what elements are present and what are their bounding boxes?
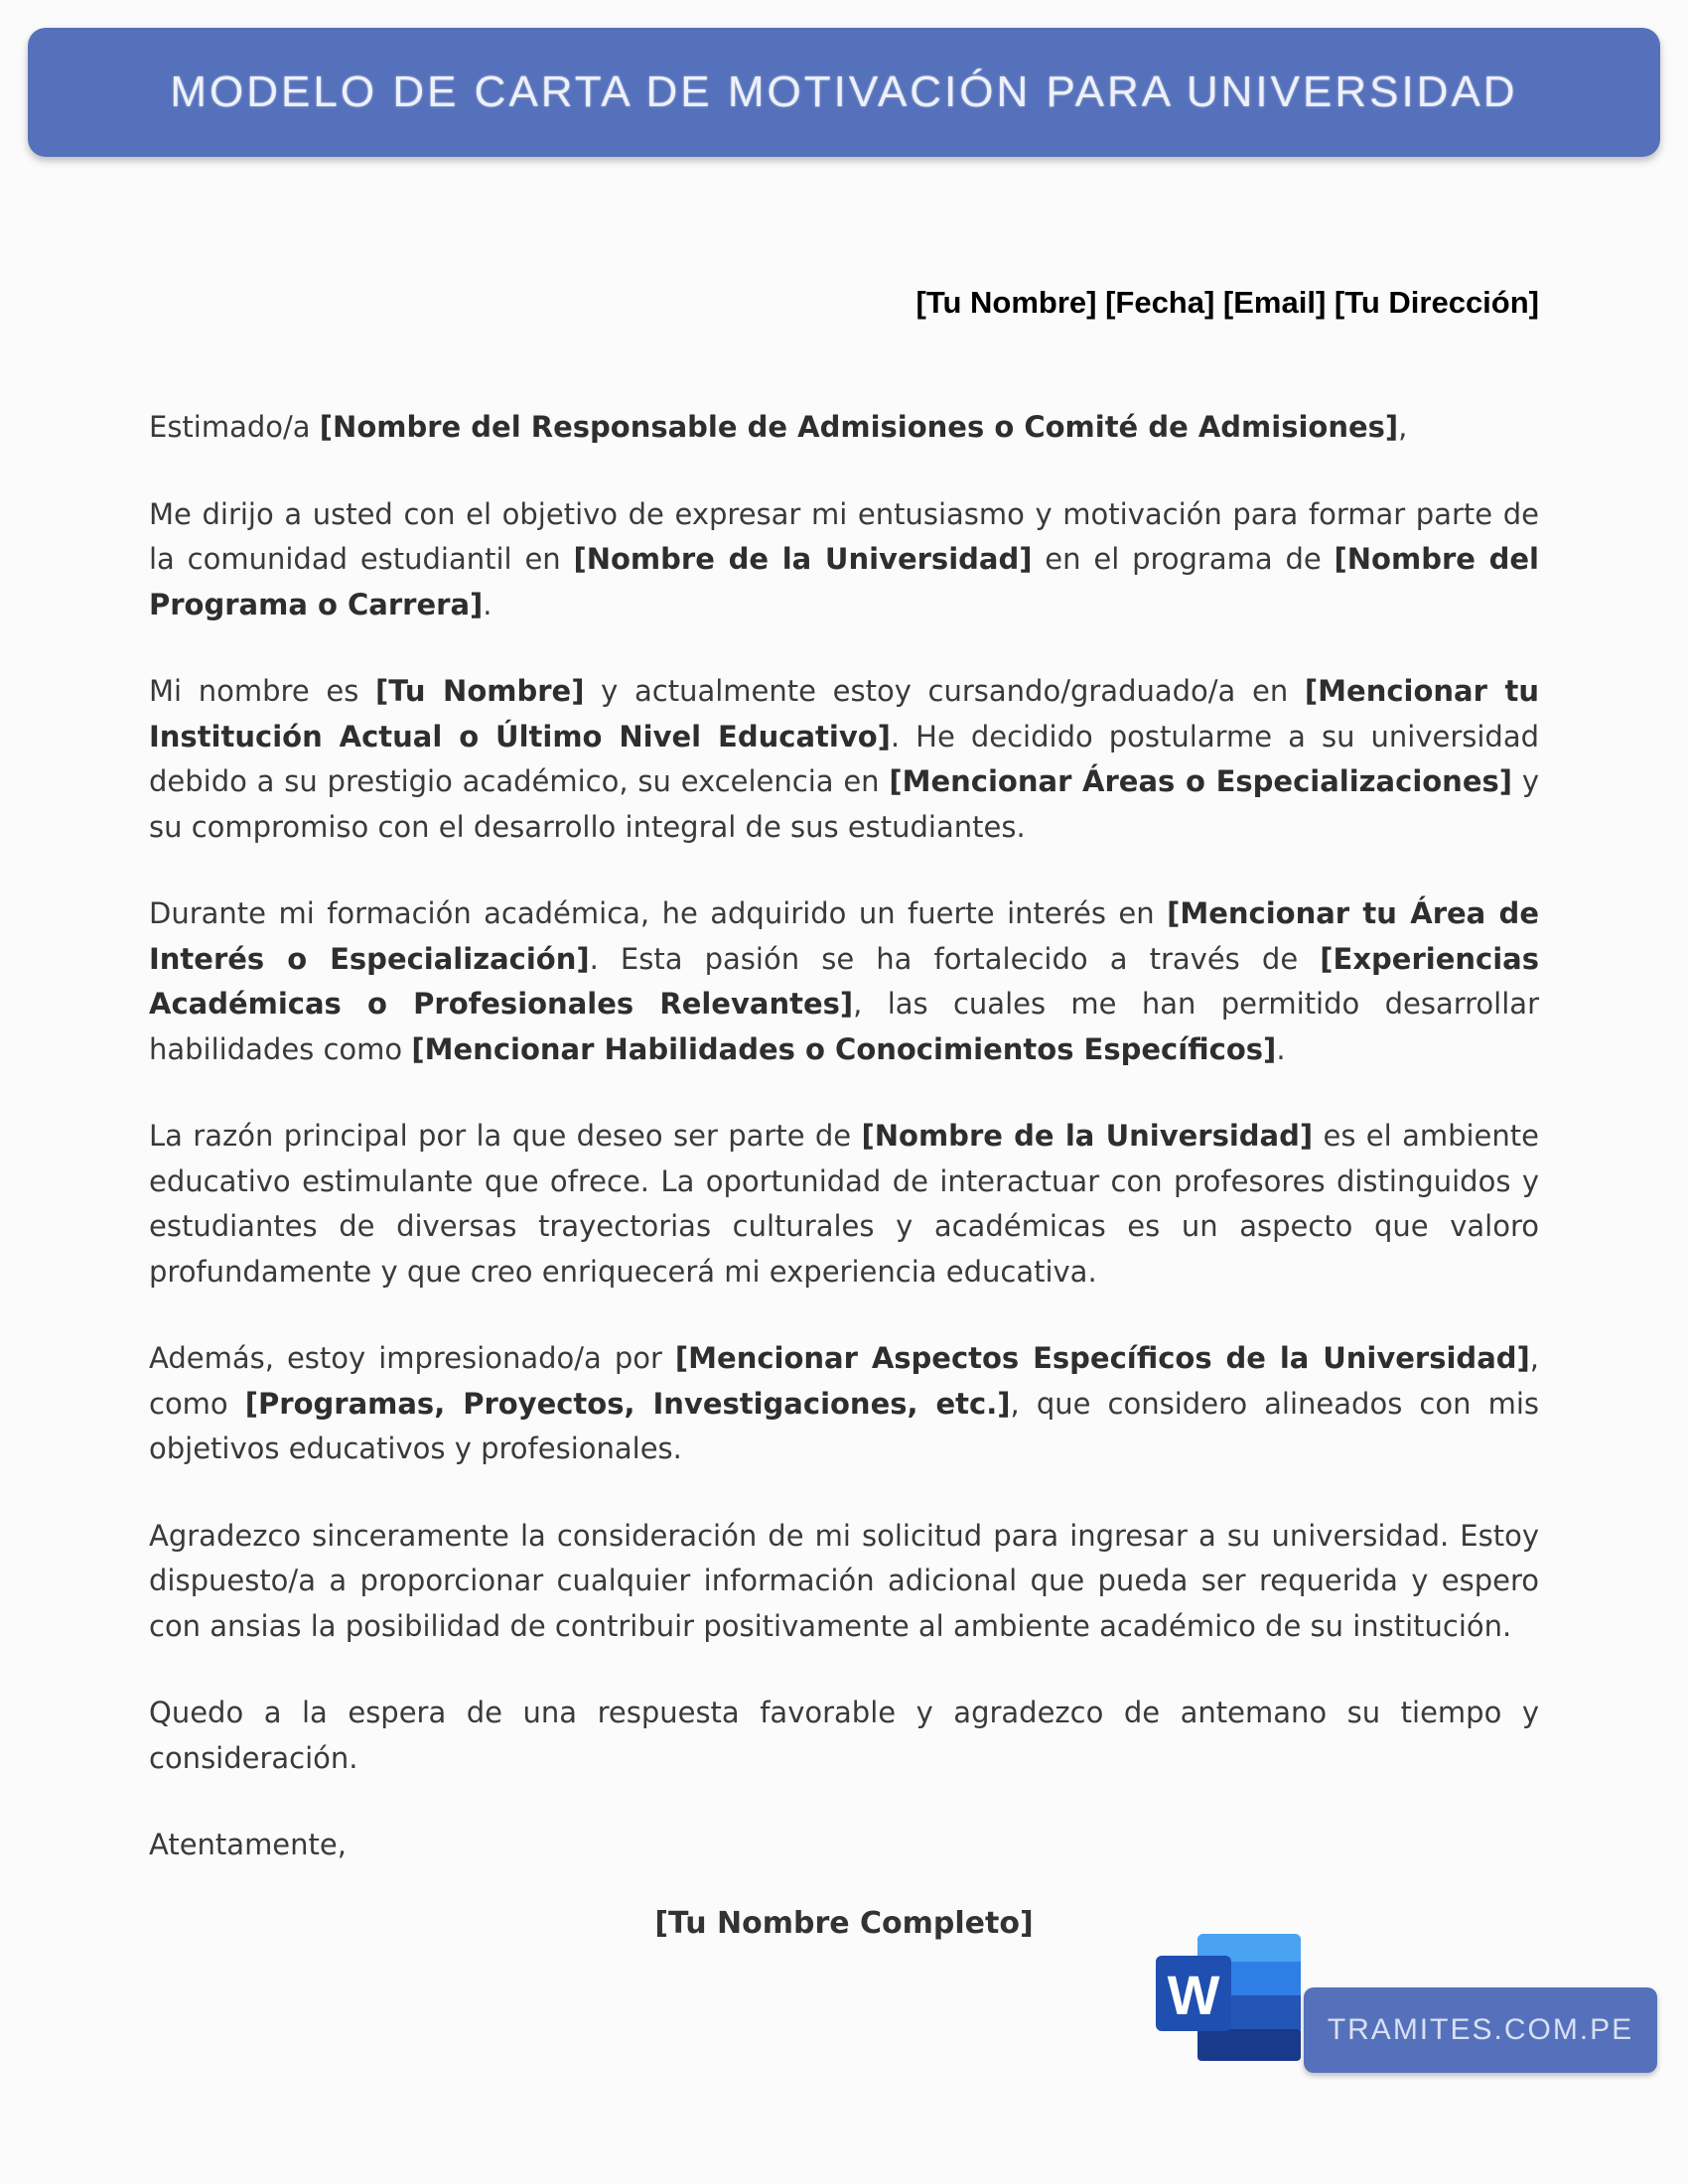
text-run: . Esta pasión se ha fortalecido a través de bbox=[589, 941, 1321, 976]
text-run: La razón principal por la que deseo ser parte de bbox=[149, 1119, 862, 1153]
placeholder: [Programas, Proyectos, Investigaciones, etc.] bbox=[244, 1386, 1011, 1421]
text-run: es el ambiente educativo estimulante que ofrece. La oportunidad de interactuar con profesores distinguidos y estudiantes de diversas trayectorias culturales y académicas es un aspecto que valoro profundamente y que creo enriquecerá mi experiencia educativa. bbox=[149, 1119, 1539, 1289]
placeholder: [Mencionar tu Institución Actual o Último Nivel Educativo] bbox=[149, 674, 1539, 753]
text-run: . bbox=[483, 587, 492, 621]
paragraph-thanks: Agradezco sinceramente la consideración de mi solicitud para ingresar a su universidad. Estoy dispuesto/a a proporcionar cualquier información adicional que pueda ser requerida y espero con ansias la posibilidad de contribuir positivamente al ambiente académico de su institución. bbox=[149, 1518, 1539, 1643]
paragraph-background bbox=[149, 669, 1539, 850]
sender-info: [Tu Nombre] [Fecha] [Email] [Tu Dirección] bbox=[915, 285, 1539, 320]
placeholder: [Mencionar Aspectos Específicos de la Universidad] bbox=[674, 1341, 1530, 1375]
paragraph-interests bbox=[149, 891, 1539, 1072]
placeholder: [Tu Nombre] bbox=[375, 674, 585, 708]
text-run: Además, estoy impresionado/a por bbox=[149, 1341, 675, 1375]
placeholder: [Mencionar Habilidades o Conocimientos Específicos] bbox=[411, 1031, 1277, 1066]
text-run: , que considero alineados con mis objetivos educativos y profesionales. bbox=[149, 1386, 1539, 1465]
greeting-recipient-placeholder: [Nombre del Responsable de Admisiones o Comité de Admisiones] bbox=[319, 410, 1399, 444]
placeholder: [Nombre de la Universidad] bbox=[573, 542, 1033, 576]
text-run: y actualmente estoy cursando/graduado/a en bbox=[584, 674, 1305, 708]
text-run: Durante mi formación académica, he adquirido un fuerte interés en bbox=[149, 896, 1168, 930]
site-name: TRAMITES.COM.PE bbox=[1327, 2013, 1634, 2046]
header-banner bbox=[28, 28, 1660, 157]
placeholder: [Mencionar tu Área de Interés o Especialización] bbox=[149, 896, 1539, 976]
word-letter: W bbox=[1167, 1964, 1220, 2026]
microsoft-word-icon bbox=[1154, 1932, 1305, 2063]
placeholder: [Mencionar Áreas o Especializaciones] bbox=[889, 764, 1513, 798]
text-run: . He decidido postularme a su universidad debido a su prestigio académico, su excelencia en bbox=[149, 719, 1539, 798]
letter-body bbox=[149, 405, 1539, 1910]
text-run: en el programa de bbox=[1032, 542, 1335, 576]
document-title: MODELO DE CARTA DE MOTIVACIÓN PARA UNIVERSIDAD bbox=[170, 68, 1518, 116]
placeholder: [Experiencias Académicas o Profesionales Relevantes] bbox=[149, 941, 1539, 1021]
closing-salutation: Atentamente, bbox=[149, 1828, 347, 1861]
paragraph-specifics bbox=[149, 1336, 1539, 1472]
greeting bbox=[149, 405, 1539, 451]
placeholder: [Nombre de la Universidad] bbox=[861, 1119, 1314, 1153]
text-run: , como bbox=[149, 1341, 1539, 1421]
paragraph-closing-remark: Quedo a la espera de una respuesta favorable y agradezco de antemano su tiempo y consideración. bbox=[149, 1696, 1539, 1775]
site-badge[interactable] bbox=[1304, 1987, 1657, 2073]
paragraph-intro bbox=[149, 492, 1539, 628]
text-run: y su compromiso con el desarrollo integral de sus estudiantes. bbox=[149, 764, 1539, 844]
text-run: , las cuales me han permitido desarrollar habilidades como bbox=[149, 987, 1539, 1066]
text-run: Me dirijo a usted con el objetivo de expresar mi entusiasmo y motivación para formar parte de la comunidad estudiantil en bbox=[149, 496, 1539, 576]
greeting-prefix: Estimado/a bbox=[149, 410, 320, 444]
greeting-suffix: , bbox=[1398, 410, 1408, 444]
paragraph-reason bbox=[149, 1114, 1539, 1295]
text-run: Mi nombre es bbox=[149, 674, 375, 708]
signature-placeholder: [Tu Nombre Completo] bbox=[654, 1906, 1034, 1941]
placeholder: [Nombre del Programa o Carrera] bbox=[149, 542, 1539, 621]
text-run: . bbox=[1276, 1031, 1286, 1066]
